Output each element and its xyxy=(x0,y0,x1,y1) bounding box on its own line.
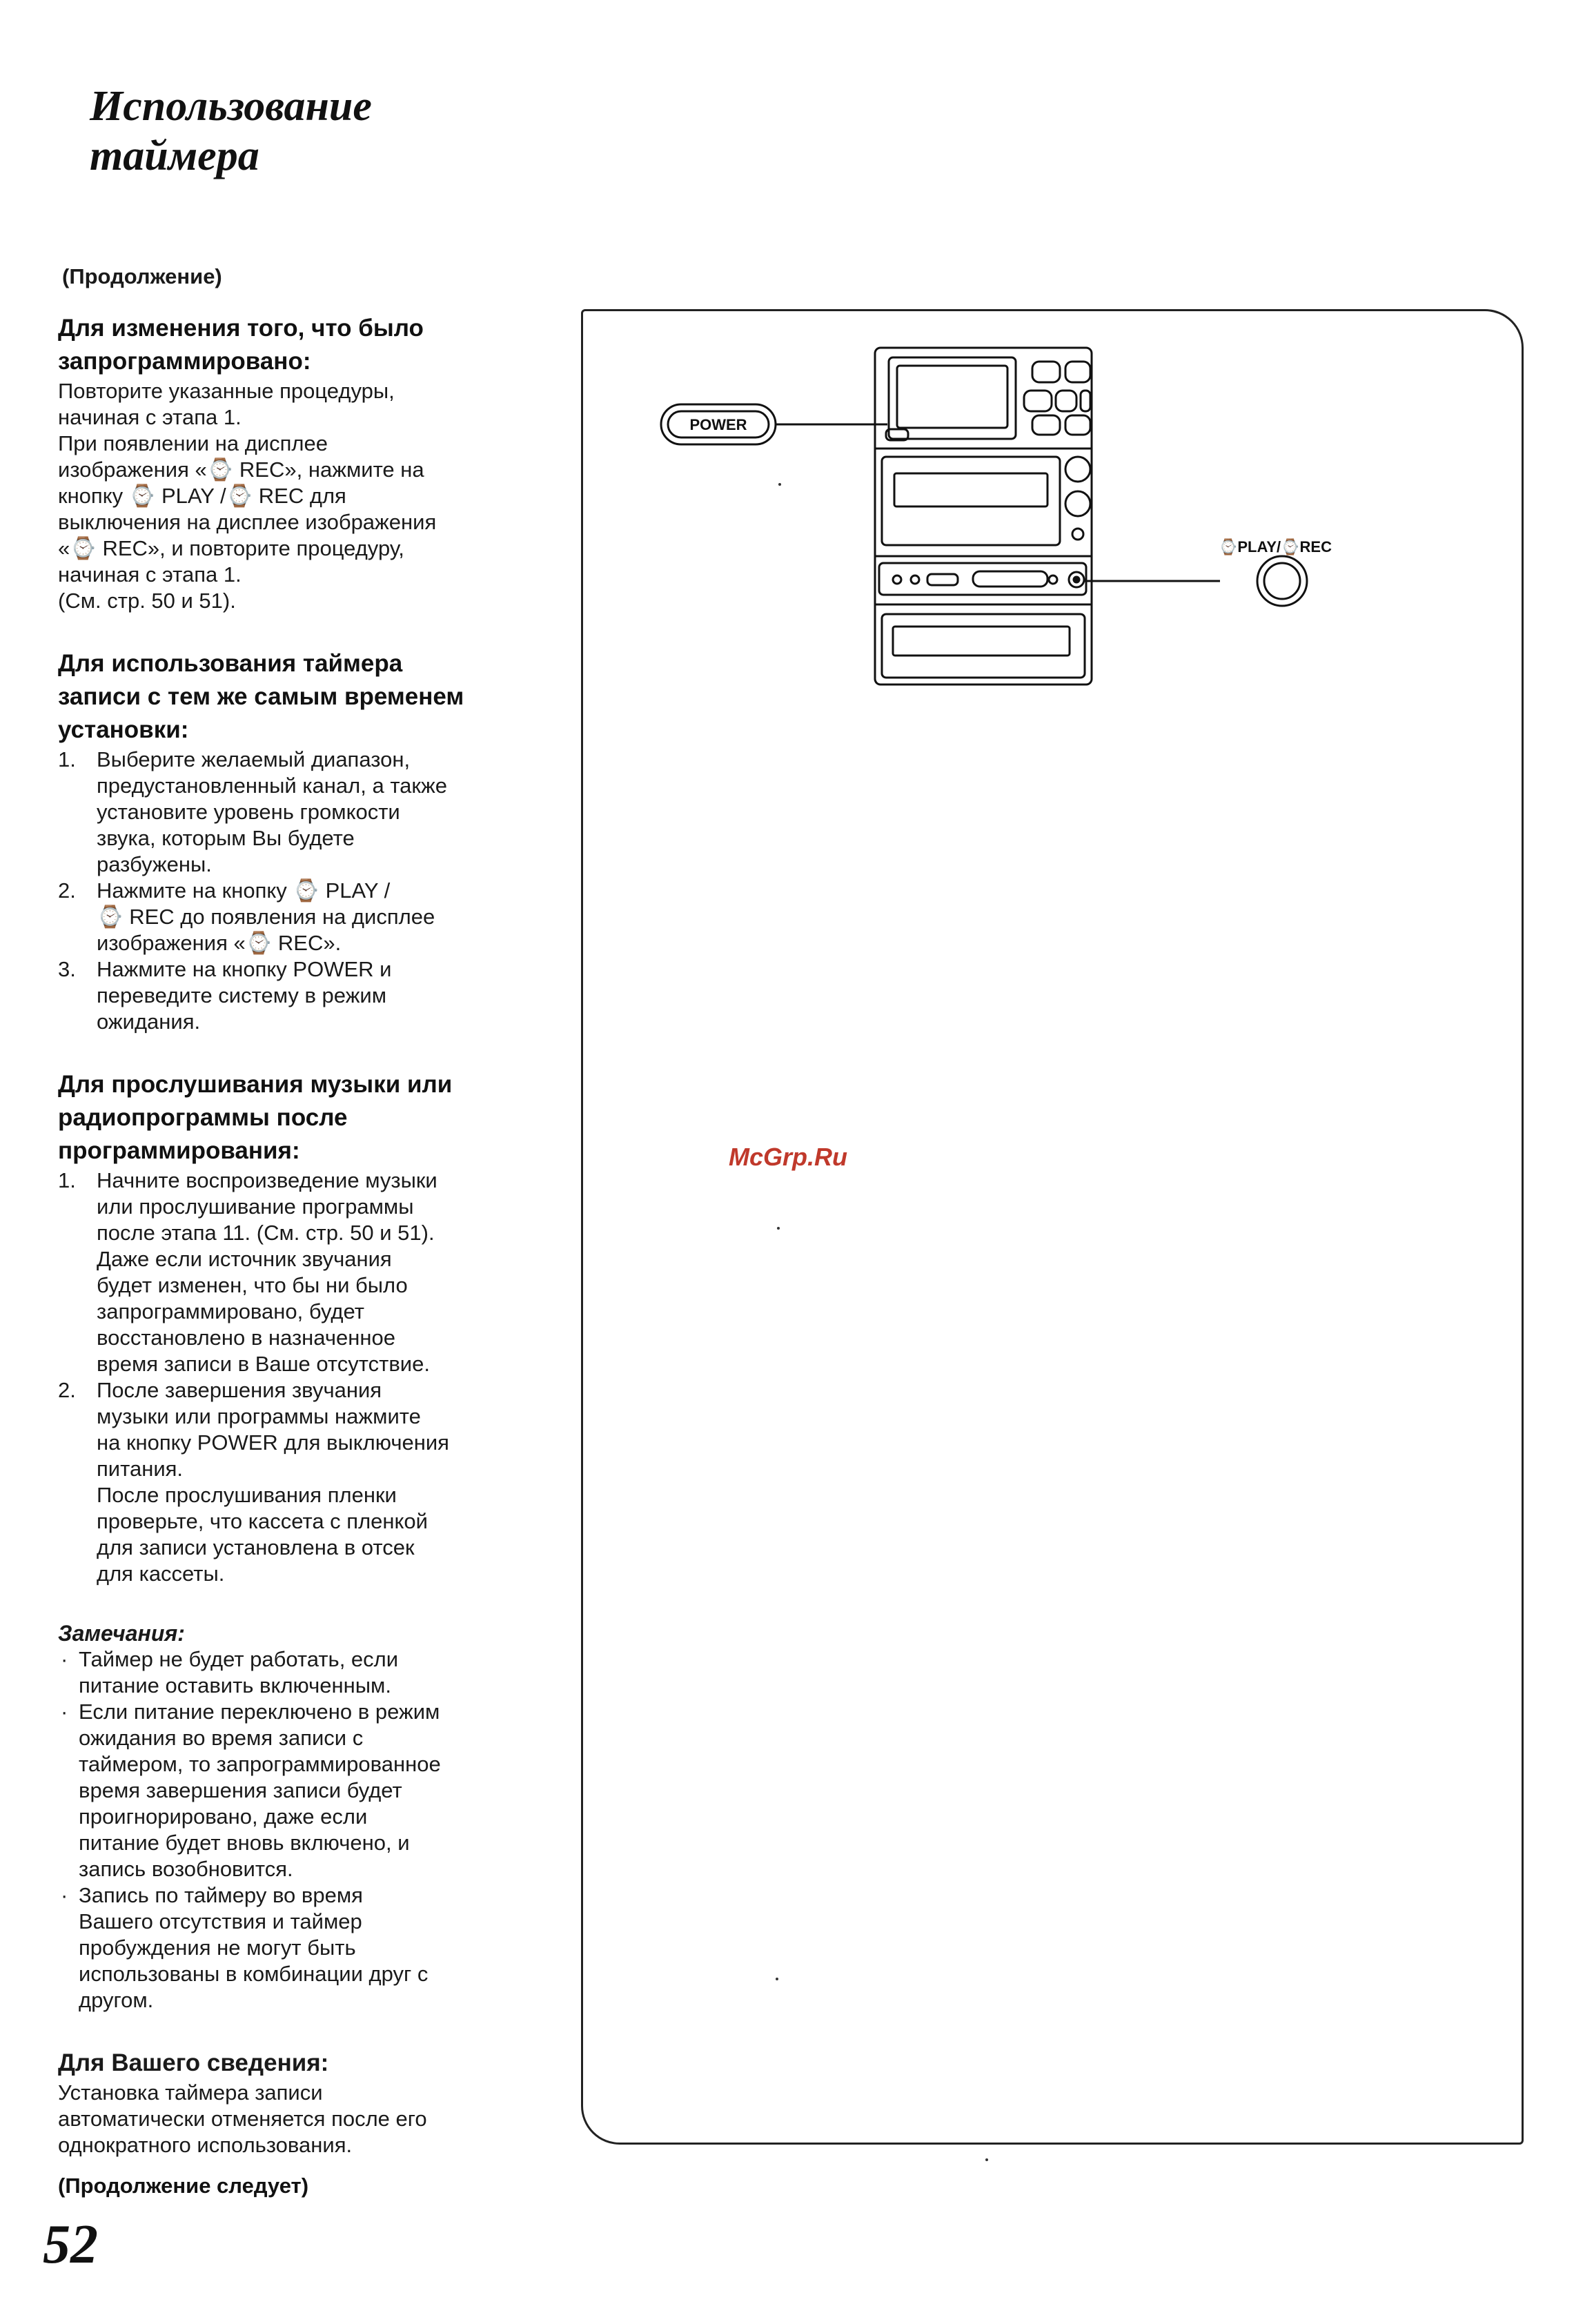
note-item: · Если питание переключено в режим ожидания во время записи с таймером, то запрограммированное время завершения записи будет проигнорировано, даже если питание будет вновь включено, и запись возобновится. xyxy=(58,1699,555,1882)
list-item xyxy=(58,956,555,1035)
list-item-text: После завершения звучания музыки или программы нажмите на кнопку POWER для выключения питания. После прослушивания пленки проверьте, что кассета с пленкой для записи установлена в отсек для кассеты. xyxy=(97,1378,449,1586)
scan-speck xyxy=(778,483,781,486)
list-item-text: Начните воспроизведение музыки или прослушивание программы после этапа 11. (См. стр. 50 и 51). Даже если источник звучания будет изменен, что бы ни было запрограммировано, будет восстановлено в назначенное время записи в Ваше отсутствие. xyxy=(97,1168,437,1376)
fyi-body: Установка таймера записи автоматически отменяется после его однократного использования. xyxy=(58,2080,427,2157)
continued-label: (Продолжение) xyxy=(62,264,222,288)
section-same-time-heading: Для использования таймера записи с тем же самым временем установки: xyxy=(58,650,464,743)
notes-list xyxy=(58,1646,555,2013)
page-number: 52 xyxy=(43,2214,98,2275)
power-button-label: POWER xyxy=(689,416,747,433)
notes-heading: Замечания: xyxy=(58,1621,185,1646)
play-rec-button-label: ⌚PLAY/⌚REC xyxy=(1218,538,1332,555)
list-item-number: 1. xyxy=(58,1168,76,1192)
watermark-text: McGrp.Ru xyxy=(729,1143,848,1171)
scan-speck xyxy=(777,1227,780,1230)
notes-section xyxy=(58,1620,555,2013)
stereo-system-diagram xyxy=(642,338,1359,725)
section-same-time-list xyxy=(58,747,555,1035)
section-change-heading: Для изменения того, что было запрограммировано: xyxy=(58,315,424,375)
list-item-text: Нажмите на кнопку ⌚ PLAY / ⌚ REC до появления на дисплее изображения «⌚ REC». xyxy=(97,878,435,955)
page-title xyxy=(90,81,372,181)
section-listening-heading: Для прослушивания музыки или радиопрограммы после программирования: xyxy=(58,1071,453,1164)
list-item-number: 2. xyxy=(58,1378,76,1402)
list-item-number: 3. xyxy=(58,957,76,981)
page-title-line-2: таймера xyxy=(90,132,259,179)
fyi-section xyxy=(58,2047,555,2158)
list-item xyxy=(58,878,555,956)
scan-speck xyxy=(776,1978,778,1980)
list-item xyxy=(58,747,555,878)
section-change xyxy=(58,312,555,614)
section-listening xyxy=(58,1068,555,1587)
section-change-body: Повторите указанные процедуры, начиная с этапа 1. При появлении на дисплее изображения «⌚ REC», нажмите на кнопку ⌚ PLAY /⌚ REC для выключения на дисплее изображения «⌚ REC», и повторите процедуру, начиная с этапа 1. (См. стр. 50 и 51). xyxy=(58,379,437,613)
list-item-text: Нажмите на кнопку POWER и переведите систему в режим ожидания. xyxy=(97,957,392,1034)
section-listening-list xyxy=(58,1168,555,1587)
note-item: · Таймер не будет работать, если питание оставить включенным. xyxy=(58,1646,555,1699)
list-item-text: Выберите желаемый диапазон, предустановленный канал, а также установите уровень громкости звука, которым Вы будете разбужены. xyxy=(97,747,447,876)
list-item xyxy=(58,1168,555,1377)
scan-speck xyxy=(985,2158,988,2161)
list-item xyxy=(58,1377,555,1587)
page-title-line-1: Использование xyxy=(90,83,372,130)
list-item-number: 1. xyxy=(58,747,76,771)
section-same-time xyxy=(58,647,555,1035)
note-item: · Запись по таймеру во время Вашего отсутствия и таймер пробуждения не могут быть использованы в комбинации друг с другом. xyxy=(58,1882,555,2013)
fyi-heading: Для Вашего сведения: xyxy=(58,2049,329,2076)
left-column xyxy=(58,264,555,2158)
continued-next-label: (Продолжение следует) xyxy=(58,2174,309,2198)
list-item-number: 2. xyxy=(58,878,76,903)
